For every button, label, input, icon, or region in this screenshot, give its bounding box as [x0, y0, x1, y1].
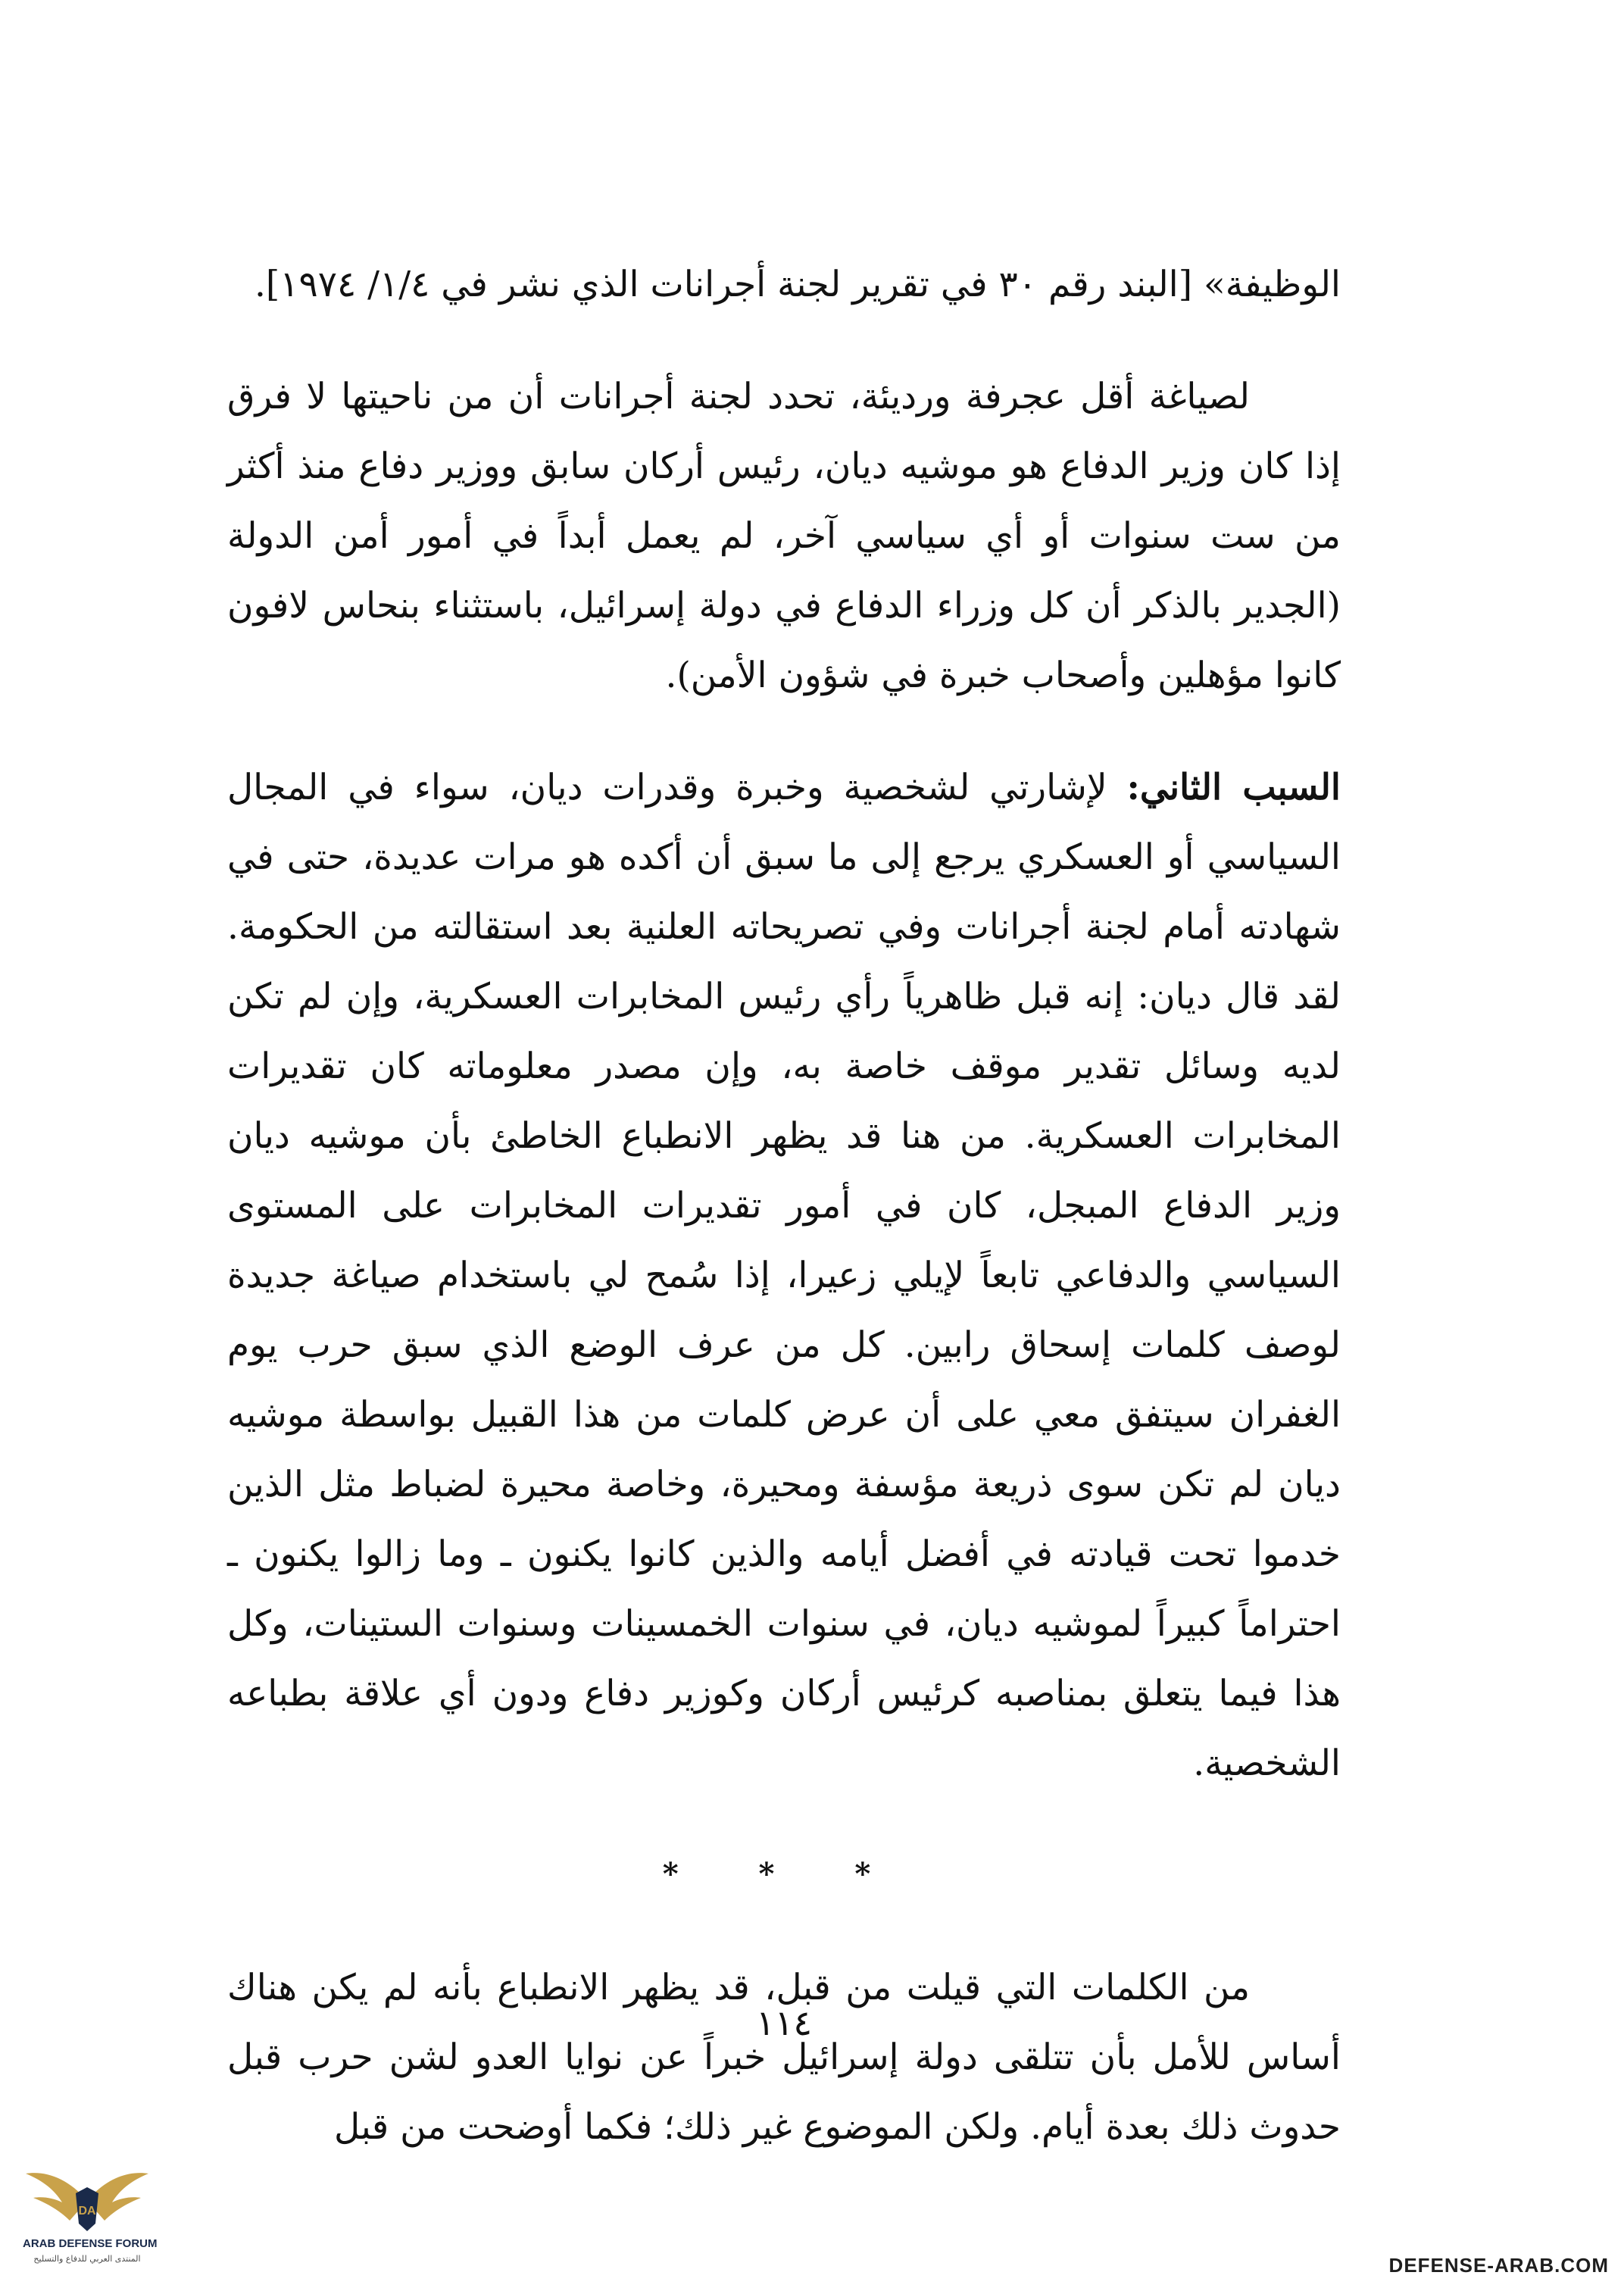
- paragraph-hope-of-warning: من الكلمات التي قيلت من قبل، قد يظهر الانطباع بأنه لم يكن هناك أساس للأمل بأن تتلقى دولة إسرائيل خبراً عن نوايا العدو لشن حرب قبل حدوث ذلك بعدة أيام. ولكن الموضوع غير ذلك؛ فكما أوضحت من قبل: [227, 1967, 1341, 2148]
- document-page: [227, 250, 1341, 2162]
- paragraph-continuation: الوظيفة» [البند رقم ٣٠ في تقرير لجنة أجرانات الذي نشر في ١/٤/ ١٩٧٤].: [254, 264, 1341, 305]
- svg-text:DA: DA: [78, 2205, 96, 2218]
- page-number: ١١٤: [755, 2002, 813, 2043]
- paragraph-agranat-committee: لصياغة أقل عجرفة ورديئة، تحدد لجنة أجرانات أن من ناحيتها لا فرق إذا كان وزير الدفاع هو موشيه ديان، رئيس أركان سابق ووزير دفاع منذ أكثر من ست سنوات أو أي سياسي آخر، لم يعمل أبداً في أمور أمن الدولة (الجدير بالذكر أن كل وزراء الدفاع في دولة إسرائيل، باستثناء بنحاس لافون كانوا مؤهلين وأصحاب خبرة في شؤون الأمن).: [227, 376, 1341, 696]
- winged-emblem-icon: [23, 2148, 151, 2239]
- logo-subtitle: المنتدى العربي للدفاع والتسليح: [33, 2254, 141, 2264]
- site-watermark: DEFENSE-ARAB.COM: [1388, 2254, 1609, 2277]
- paragraph-second-reason: [227, 753, 1341, 1799]
- section-separator: * * *: [662, 1856, 906, 1892]
- second-reason-heading: السبب الثاني:: [1126, 767, 1341, 808]
- second-reason-body: لإشارتي لشخصية وخبرة وقدرات ديان، سواء في المجال السياسي أو العسكري يرجع إلى ما سبق أن أكده هو مرات عديدة، حتى في شهادته أمام لجنة أجرانات وفي تصريحاته العلنية بعد استقالته من الحكومة. لقد قال ديان: إنه قبل ظاهرياً رأي رئيس المخابرات العسكرية، وإن لم تكن لديه وسائل تقدير موقف خاصة به، وإن مصدر معلوماته كان تقديرات المخابرات العسكرية. من هنا قد يظهر الانطباع الخاطئ بأن موشيه ديان وزير الدفاع المبجل، كان في أمور تقديرات المخابرات على المستوى السياسي والدفاعي تابعاً لإيلي زعيرا، إذا سُمح لي باستخدام صياغة جديدة لوصف كلمات إسحاق رابين. كل من عرف الوضع الذي سبق حرب يوم الغفران سيتفق معي على أن عرض كلمات من هذا القبيل بواسطة موشيه ديان لم تكن سوى ذريعة مؤسفة ومحيرة، وخاصة محيرة لضباط مثل الذين خدموا تحت قيادته في أفضل أيامه والذين كانوا يكنون ـ وما زالوا يكنون ـ احتراماً كبيراً لموشيه ديان، في سنوات الخمسينات وسنوات الستينات، وكل هذا فيما يتعلق بمناصبه كرئيس أركان وكوزير دفاع ودون أي علاقة بطباعه الشخصية.: [227, 767, 1341, 1784]
- logo-title: ARAB DEFENSE FORUM: [23, 2237, 158, 2250]
- arab-defense-forum-logo: [23, 2148, 158, 2277]
